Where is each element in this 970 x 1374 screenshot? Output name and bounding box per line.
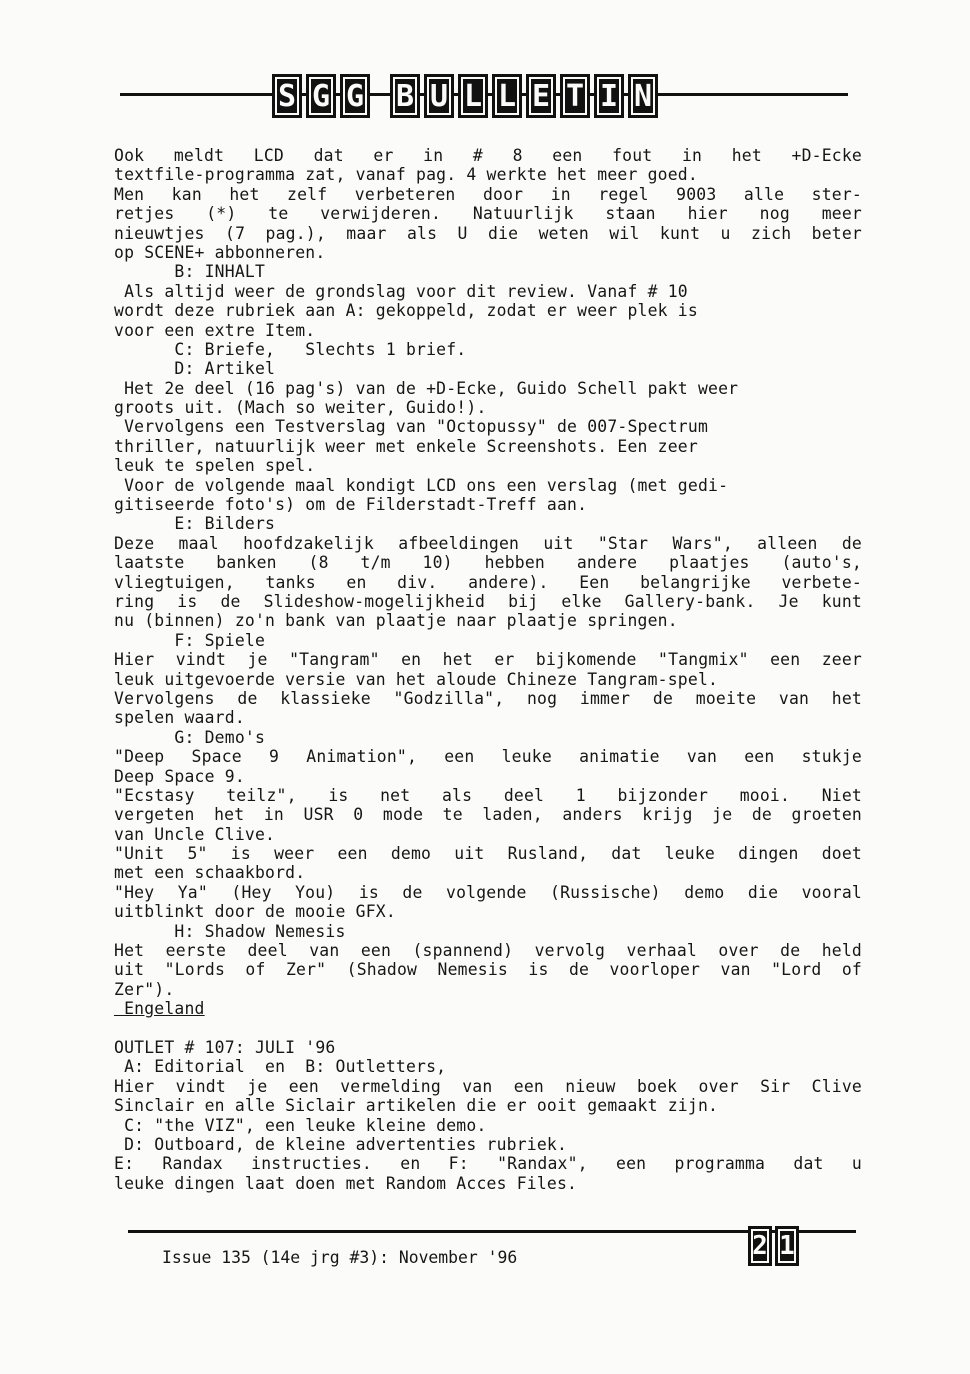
masthead-left <box>272 74 370 118</box>
text-line: nu (binnen) zo'n bank van plaatje naar plaatje springen. <box>114 611 678 631</box>
text-line: Vervolgens een Testverslag van "Octopussy" de 007-Spectrum <box>114 417 709 437</box>
masthead-right <box>390 74 658 118</box>
text-line: vergeten het in USR 0 mode te laden, anders krijg je de groeten <box>114 805 862 825</box>
text-line: D: Outboard, de kleine advertenties rubriek. <box>114 1134 568 1154</box>
text-line: Als altijd weer de grondslag voor dit review. Vanaf # 10 <box>114 281 688 301</box>
text-line: C: "the VIZ", een leuke kleine demo. <box>114 1115 487 1135</box>
text-line: wordt deze rubriek aan A: gekoppeld, zodat er weer plek is <box>114 301 698 321</box>
text-line: G: Demo's <box>114 727 266 747</box>
footer-rule <box>128 1230 856 1233</box>
text-line: "Deep Space 9 Animation", een leuke animatie van een stukje <box>114 747 862 767</box>
section-heading-text: Engeland <box>114 999 205 1019</box>
masthead-letter: T <box>560 74 590 118</box>
text-line: op SCENE+ abbonneren. <box>114 242 326 262</box>
text-line: C: Briefe, Slechts 1 brief. <box>114 339 467 359</box>
masthead-letter: G <box>340 74 370 118</box>
text-line: laatste banken (8 t/m 10) hebben andere plaatjes (auto's, <box>114 553 862 573</box>
text-line: Vervolgens de klassieke "Godzilla", nog immer de moeite van het <box>114 688 862 708</box>
text-line: met een schaakbord. <box>114 863 306 883</box>
page-digit: 2 <box>748 1226 772 1266</box>
text-line: Voor de volgende maal kondigt LCD ons een verslag (met gedi- <box>114 475 729 495</box>
article-body <box>114 146 862 1193</box>
text-line: spelen waard. <box>114 708 245 728</box>
masthead-letter: S <box>272 74 302 118</box>
masthead-letter: E <box>526 74 556 118</box>
text-line: leuk uitgevoerde versie van het aloude Chineze Tangram-spel. <box>114 669 719 689</box>
text-line: leuk te spelen spel. <box>114 456 316 476</box>
text-line: Ook meldt LCD dat er in # 8 een fout in het +D-Ecke <box>114 146 862 165</box>
masthead-letter: N <box>628 74 658 118</box>
text-line: E: Bilders <box>114 514 276 534</box>
text-line: Men kan het zelf verbeteren door in regel 9003 alle ster- <box>114 184 862 204</box>
masthead-letter: L <box>492 74 522 118</box>
text-line: B: INHALT <box>114 262 266 282</box>
text-line: thriller, natuurlijk weer met enkele Screenshots. Een zeer <box>114 436 698 456</box>
text-line: Zer"). <box>114 979 175 999</box>
text-line: D: Artikel <box>114 359 276 379</box>
text-line: Hier vindt je "Tangram" en het er bijkomende "Tangmix" een zeer <box>114 650 862 670</box>
text-line: Deep Space 9. <box>114 766 245 786</box>
text-line: groots uit. (Mach so weiter, Guido!). <box>114 398 487 418</box>
text-line: gitiseerde foto's) om de Filderstadt-Treff aan. <box>114 495 588 515</box>
text-line: voor een extre Item. <box>114 320 316 340</box>
text-line: van Uncle Clive. <box>114 824 276 844</box>
text-line: vliegtuigen, tanks en div. andere). Een belangrijke verbete- <box>114 572 862 592</box>
masthead-letter: B <box>390 74 420 118</box>
masthead-letter: I <box>594 74 624 118</box>
text-line: Sinclair en alle Siclair artikelen die er ooit gemaakt zijn. <box>114 1096 719 1116</box>
text-line: Deze maal hoofdzakelijk afbeeldingen uit "Star Wars", alleen de <box>114 533 862 553</box>
text-line: E: Randax instructies. en F: "Randax", een programma dat u <box>114 1154 862 1174</box>
text-line: "Unit 5" is weer een demo uit Rusland, dat leuke dingen doet <box>114 844 862 864</box>
page-number <box>748 1226 799 1266</box>
page-digit: 1 <box>775 1226 799 1266</box>
masthead-letter: L <box>458 74 488 118</box>
text-line <box>114 1019 862 1038</box>
text-line: retjes (*) te verwijderen. Natuurlijk staan hier nog meer <box>114 204 862 224</box>
text-line: "Hey Ya" (Hey You) is de volgende (Russische) demo die vooral <box>114 882 862 902</box>
text-line: textfile-programma zat, vanaf pag. 4 werkte het meer goed. <box>114 165 698 185</box>
text-line: H: Shadow Nemesis <box>114 921 346 941</box>
text-line: uit "Lords of Zer" (Shadow Nemesis is de voorloper van "Lord of <box>114 960 862 980</box>
masthead-letter: G <box>306 74 336 118</box>
issue-line: Issue 135 (14e jrg #3): November '96 <box>162 1248 518 1267</box>
masthead-letter: U <box>424 74 454 118</box>
text-line: F: Spiele <box>114 630 266 650</box>
text-line: Het eerste deel van een (spannend) vervolg verhaal over de held <box>114 941 862 961</box>
masthead <box>272 74 658 118</box>
text-line: leuke dingen laat doen met Random Acces Files. <box>114 1173 578 1193</box>
text-line: Hier vindt je een vermelding van een nieuw boek over Sir Clive <box>114 1076 862 1096</box>
text-line: ring is de Slideshow-mogelijkheid bij elke Gallery-bank. Je kunt <box>114 591 862 611</box>
text-line: Het 2e deel (16 pag's) van de +D-Ecke, Guido Schell pakt weer <box>114 378 739 398</box>
section-heading <box>114 999 862 1018</box>
text-line: A: Editorial en B: Outletters, <box>114 1057 447 1077</box>
text-line: "Ecstasy teilz", is net als deel 1 bijzonder mooi. Niet <box>114 785 862 805</box>
text-line: nieuwtjes (7 pag.), maar als U die weten wil kunt u zich beter <box>114 223 862 243</box>
text-line: uitblinkt door de mooie GFX. <box>114 902 396 922</box>
text-line: OUTLET # 107: JULI '96 <box>114 1037 336 1057</box>
